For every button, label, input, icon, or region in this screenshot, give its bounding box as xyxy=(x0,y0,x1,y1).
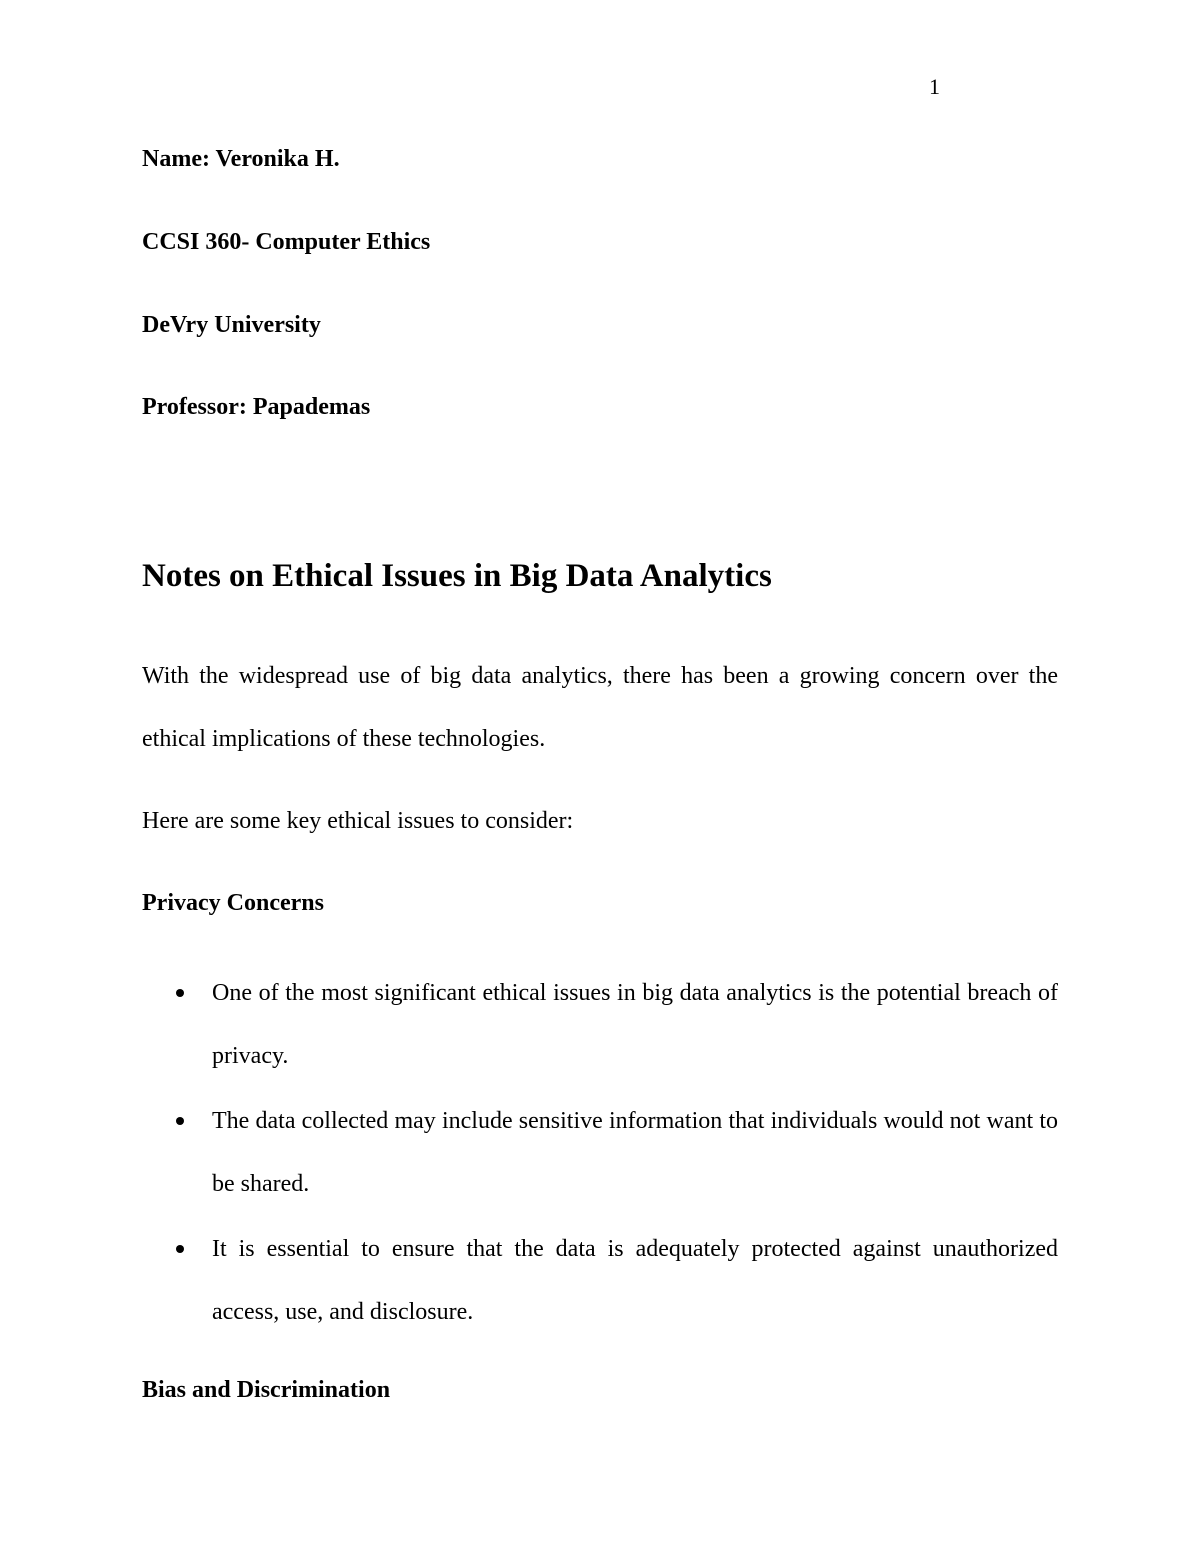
privacy-bullet-list xyxy=(142,962,1058,1346)
student-name: Name: Veronika H. xyxy=(142,146,340,172)
course-name: CCSI 360- Computer Ethics xyxy=(142,229,431,255)
list-item-text: The data collected may include sensitive information that individuals would not want to be shared. xyxy=(212,1108,1058,1197)
list-item-text: One of the most significant ethical issues in big data analytics is the potential breach of privacy. xyxy=(212,980,1058,1069)
list-item xyxy=(142,962,1058,1088)
professor-name: Professor: Papademas xyxy=(142,394,371,420)
bullet-icon xyxy=(176,989,184,997)
intro-paragraph: With the widespread use of big data analytics, there has been a growing concern over the ethical implications of these technologies. xyxy=(142,663,1058,752)
lead-in-paragraph: Here are some key ethical issues to consider: xyxy=(142,808,574,834)
document-title: Notes on Ethical Issues in Big Data Analytics xyxy=(142,558,772,594)
university-name: DeVry University xyxy=(142,312,321,338)
list-item-text: It is essential to ensure that the data is adequately protected against unauthorized access, use, and disclosure. xyxy=(212,1236,1058,1325)
bullet-icon xyxy=(176,1245,184,1253)
page-number: 1 xyxy=(929,74,940,99)
list-item xyxy=(142,1218,1058,1344)
section-heading-privacy: Privacy Concerns xyxy=(142,890,324,916)
bullet-icon xyxy=(176,1117,184,1125)
list-item xyxy=(142,1090,1058,1216)
section-heading-bias: Bias and Discrimination xyxy=(142,1377,391,1403)
